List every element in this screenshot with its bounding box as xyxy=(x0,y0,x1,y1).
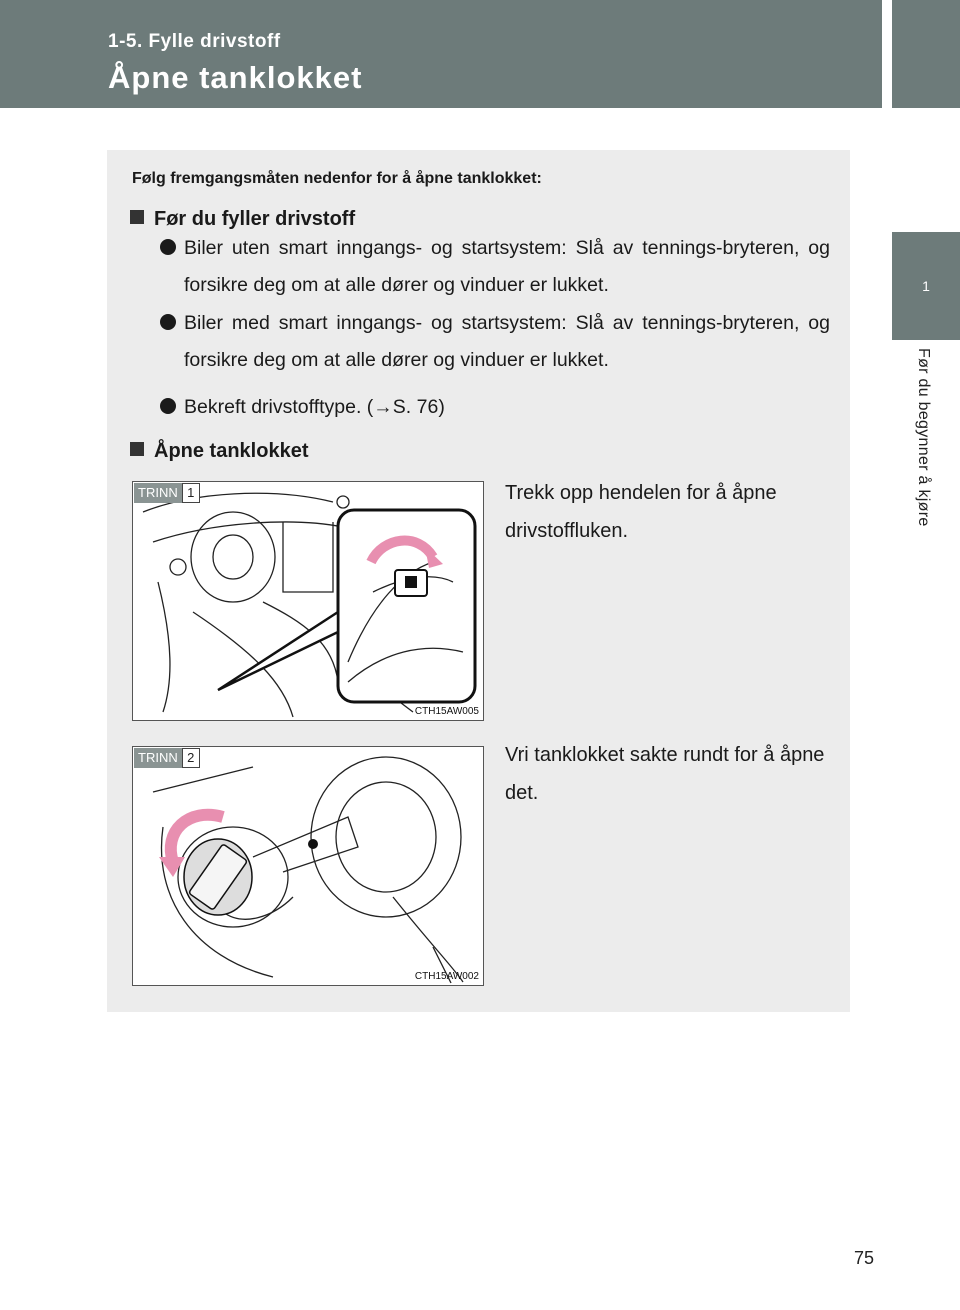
step-1-text: Trekk opp hendelen for å åpne drivstoffluken. xyxy=(505,482,777,542)
step-badge xyxy=(134,748,200,768)
section-heading-before-fueling xyxy=(130,208,355,231)
figure-code: CTH15AW005 xyxy=(414,706,479,717)
bullet-dot-icon xyxy=(160,314,176,330)
section-heading-text: Før du fyller drivstoff xyxy=(154,208,356,230)
page-title: Åpne tanklokket xyxy=(108,60,363,95)
page-number: 75 xyxy=(854,1248,875,1268)
chapter-header xyxy=(0,0,882,108)
bullet-item xyxy=(160,389,830,426)
fuel-cap-illustration xyxy=(133,747,483,985)
section-label: 1-5. Fylle drivstoff xyxy=(108,31,281,52)
step-badge-label: TRINN xyxy=(134,748,182,768)
step-badge-number: 1 xyxy=(182,483,200,503)
figure-code: CTH15AW002 xyxy=(414,971,479,982)
bullet-dot-icon xyxy=(160,239,176,255)
step-badge-label: TRINN xyxy=(134,483,182,503)
step-2-text: Vri tanklokket sakte rundt for å åpne det. xyxy=(505,744,825,804)
bullet-text: Bekreft drivstofftype. (→S. 76) xyxy=(184,396,445,418)
bullet-item xyxy=(160,305,830,379)
section-heading-text: Åpne tanklokket xyxy=(154,440,309,462)
side-tab-top xyxy=(892,0,960,108)
step-badge xyxy=(134,483,200,503)
section-heading-open-cap xyxy=(130,440,308,463)
side-tab xyxy=(892,0,960,1310)
side-tab-text: Før du begynner å kjøre xyxy=(915,348,932,527)
dashboard-lever-illustration xyxy=(133,482,483,720)
square-bullet-icon xyxy=(130,442,144,456)
figure-step-2 xyxy=(132,746,484,986)
bullet-item xyxy=(160,230,830,304)
bullet-text: Biler med smart inngangs- og startsystem: Slå av tennings-bryteren, og forsikre deg om at alle dører og vinduer er lukket. xyxy=(184,312,830,371)
intro-text: Følg fremgangsmåten nedenfor for å åpne tanklokket: xyxy=(132,170,542,187)
step-badge-number: 2 xyxy=(182,748,200,768)
bullet-text: Biler uten smart inngangs- og startsystem: Slå av tennings-bryteren, og forsikre deg om at alle dører og vinduer er lukket. xyxy=(184,237,830,296)
bullet-dot-icon xyxy=(160,398,176,414)
figure-step-1 xyxy=(132,481,484,721)
square-bullet-icon xyxy=(130,210,144,224)
side-tab-chapter: 1 xyxy=(892,232,960,340)
